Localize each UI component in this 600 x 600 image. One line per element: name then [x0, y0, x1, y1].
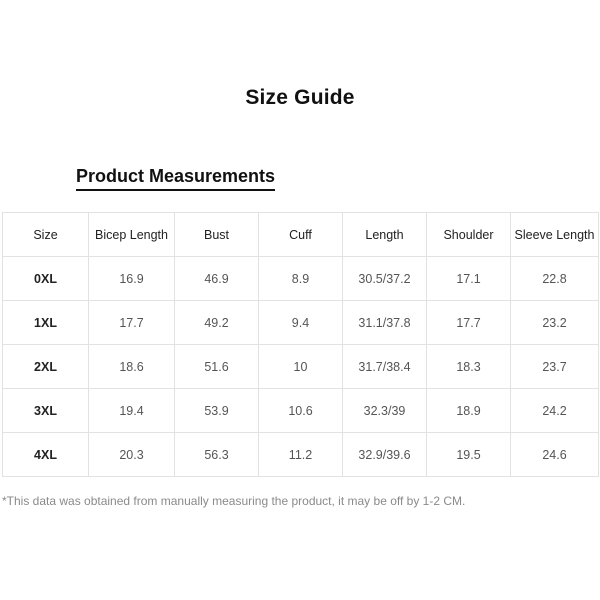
length-cell: 30.5/37.2 [343, 257, 427, 301]
column-header-shoulder: Shoulder [427, 213, 511, 257]
shoulder-cell: 18.3 [427, 345, 511, 389]
column-header-cuff: Cuff [259, 213, 343, 257]
shoulder-cell: 17.1 [427, 257, 511, 301]
page-title: Size Guide [245, 86, 355, 109]
bicep-length-cell: 17.7 [89, 301, 175, 345]
measurement-footnote: *This data was obtained from manually measuring the product, it may be off by 1-2 CM. [2, 494, 466, 508]
length-cell: 31.1/37.8 [343, 301, 427, 345]
cuff-cell: 10.6 [259, 389, 343, 433]
size-cell: 1XL [3, 301, 89, 345]
section-title-product-measurements: Product Measurements [76, 166, 275, 191]
sleeve-length-cell: 23.7 [511, 345, 599, 389]
size-cell: 3XL [3, 389, 89, 433]
column-header-size: Size [3, 213, 89, 257]
table-row [3, 345, 599, 389]
table-row [3, 301, 599, 345]
table-row [3, 433, 599, 477]
cuff-cell: 11.2 [259, 433, 343, 477]
sleeve-length-cell: 24.6 [511, 433, 599, 477]
size-table [2, 212, 599, 477]
bust-cell: 46.9 [175, 257, 259, 301]
cuff-cell: 9.4 [259, 301, 343, 345]
table-row [3, 257, 599, 301]
bust-cell: 56.3 [175, 433, 259, 477]
length-cell: 32.9/39.6 [343, 433, 427, 477]
bust-cell: 49.2 [175, 301, 259, 345]
bicep-length-cell: 18.6 [89, 345, 175, 389]
cuff-cell: 10 [259, 345, 343, 389]
sleeve-length-cell: 24.2 [511, 389, 599, 433]
table-row [3, 389, 599, 433]
column-header-bicep-length: Bicep Length [89, 213, 175, 257]
shoulder-cell: 19.5 [427, 433, 511, 477]
column-header-length: Length [343, 213, 427, 257]
length-cell: 31.7/38.4 [343, 345, 427, 389]
bicep-length-cell: 20.3 [89, 433, 175, 477]
bicep-length-cell: 16.9 [89, 257, 175, 301]
shoulder-cell: 18.9 [427, 389, 511, 433]
table-header-row [3, 213, 599, 257]
bicep-length-cell: 19.4 [89, 389, 175, 433]
length-cell: 32.3/39 [343, 389, 427, 433]
column-header-sleeve-length: Sleeve Length [511, 213, 599, 257]
size-cell: 4XL [3, 433, 89, 477]
shoulder-cell: 17.7 [427, 301, 511, 345]
bust-cell: 53.9 [175, 389, 259, 433]
cuff-cell: 8.9 [259, 257, 343, 301]
sleeve-length-cell: 23.2 [511, 301, 599, 345]
sleeve-length-cell: 22.8 [511, 257, 599, 301]
size-cell: 2XL [3, 345, 89, 389]
column-header-bust: Bust [175, 213, 259, 257]
size-cell: 0XL [3, 257, 89, 301]
bust-cell: 51.6 [175, 345, 259, 389]
